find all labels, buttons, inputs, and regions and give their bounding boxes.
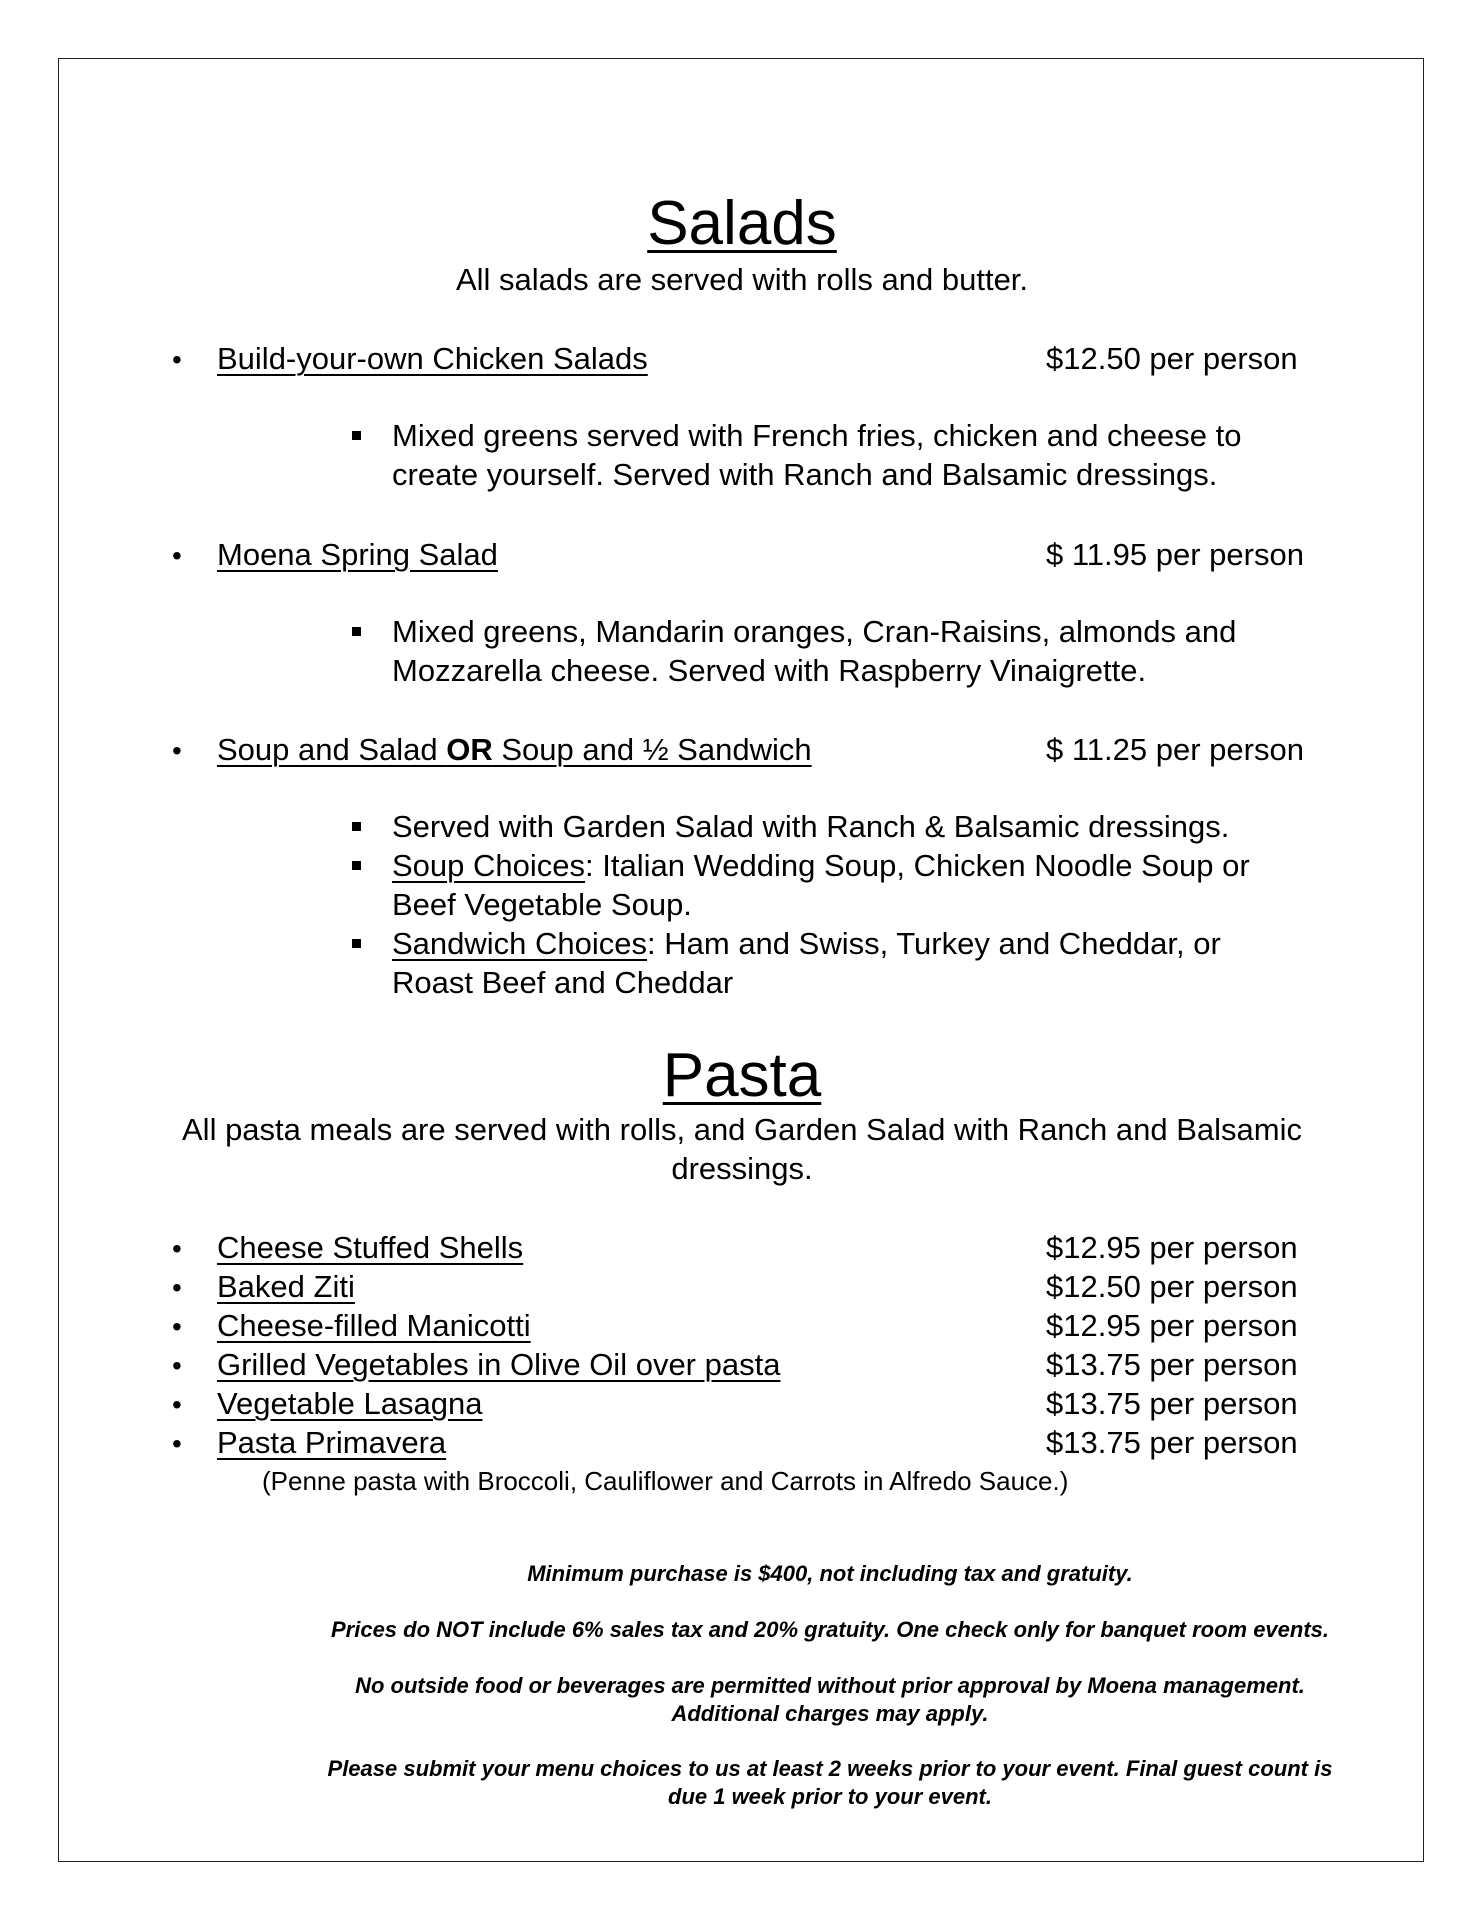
prices-note: Prices do NOT include 6% sales tax and 20% gratuity. One check only for banquet room events. (330, 1617, 1330, 1642)
pasta-subtitle-cont: dressings. (671, 1151, 813, 1186)
pasta-item-name: Cheese Stuffed Shells (217, 1230, 524, 1265)
minimum-purchase-note: Minimum purchase is $400, not including tax and gratuity. (527, 1561, 1133, 1586)
pasta-item-price: $13.75 per person (1046, 1347, 1298, 1382)
soup-choices: Soup Choices: Italian Wedding Soup, Chicken Noodle Soup or (392, 848, 1250, 883)
square-bullet (352, 627, 361, 636)
pasta-item-name: Baked Ziti (217, 1269, 355, 1304)
salad-item-detail: create yourself. Served with Ranch and Balsamic dressings. (392, 457, 1218, 492)
bullet: • (172, 1311, 182, 1342)
salad-item-price: $ 11.95 per person (1046, 537, 1304, 572)
salad-item-price: $ 11.25 per person (1046, 732, 1304, 767)
bullet: • (172, 1233, 182, 1264)
square-bullet (352, 939, 361, 948)
pasta-item-price: $12.95 per person (1046, 1308, 1298, 1343)
bullet: • (172, 344, 182, 375)
pasta-subtitle: All pasta meals are served with rolls, and Garden Salad with Ranch and Balsamic (182, 1112, 1302, 1147)
salad-item-name: Moena Spring Salad (217, 537, 498, 572)
pasta-item-price: $13.75 per person (1046, 1386, 1298, 1421)
pasta-item-price: $13.75 per person (1046, 1425, 1298, 1460)
submit-note-cont: due 1 week prior to your event. (668, 1784, 992, 1809)
soup-choices-cont: Beef Vegetable Soup. (392, 887, 692, 922)
square-bullet (352, 861, 361, 870)
salad-item-detail: Mixed greens, Mandarin oranges, Cran-Raisins, almonds and (392, 614, 1237, 649)
salad-item-name: Soup and Salad OR Soup and ½ Sandwich (217, 732, 812, 767)
bullet: • (172, 1389, 182, 1420)
salad-item-price: $12.50 per person (1046, 341, 1298, 376)
pasta-item-name: Cheese-filled Manicotti (217, 1308, 531, 1343)
salads-title: Salads (647, 189, 837, 258)
sandwich-choices-cont: Roast Beef and Cheddar (392, 965, 734, 1000)
pasta-title: Pasta (662, 1041, 822, 1110)
outside-food-note-cont: Additional charges may apply. (671, 1701, 989, 1726)
bullet: • (172, 1272, 182, 1303)
square-bullet (352, 431, 361, 440)
salad-item-detail: Mixed greens served with French fries, chicken and cheese to (392, 418, 1242, 453)
square-bullet (352, 822, 361, 831)
sandwich-choices-label: Sandwich Choices (392, 926, 648, 961)
pasta-item-price: $12.50 per person (1046, 1269, 1298, 1304)
pasta-item-name: Grilled Vegetables in Olive Oil over pasta (217, 1347, 781, 1382)
salads-subtitle: All salads are served with rolls and butter. (455, 262, 1029, 297)
pasta-item-name: Pasta Primavera (217, 1425, 447, 1460)
outside-food-note: No outside food or beverages are permitted without prior approval by Moena management. (355, 1673, 1305, 1698)
salad-item-detail: Mozzarella cheese. Served with Raspberry Vinaigrette. (392, 653, 1147, 688)
pasta-item-name: Vegetable Lasagna (217, 1386, 483, 1421)
sandwich-choices: Sandwich Choices: Ham and Swiss, Turkey and Cheddar, or (392, 926, 1221, 961)
bullet: • (172, 540, 182, 571)
pasta-item-price: $12.95 per person (1046, 1230, 1298, 1265)
submit-note: Please submit your menu choices to us at least 2 weeks prior to your event. Final guest count is (327, 1756, 1333, 1781)
primavera-note: (Penne pasta with Broccoli, Cauliflower and Carrots in Alfredo Sauce.) (262, 1466, 1069, 1496)
salad-item-name: Build-your-own Chicken Salads (217, 341, 648, 376)
soup-choices-label: Soup Choices (392, 848, 586, 883)
or-emphasis: OR (446, 732, 493, 767)
bullet: • (172, 1350, 182, 1381)
bullet: • (172, 1428, 182, 1459)
salad-item-detail: Served with Garden Salad with Ranch & Balsamic dressings. (392, 809, 1230, 844)
bullet: • (172, 735, 182, 766)
